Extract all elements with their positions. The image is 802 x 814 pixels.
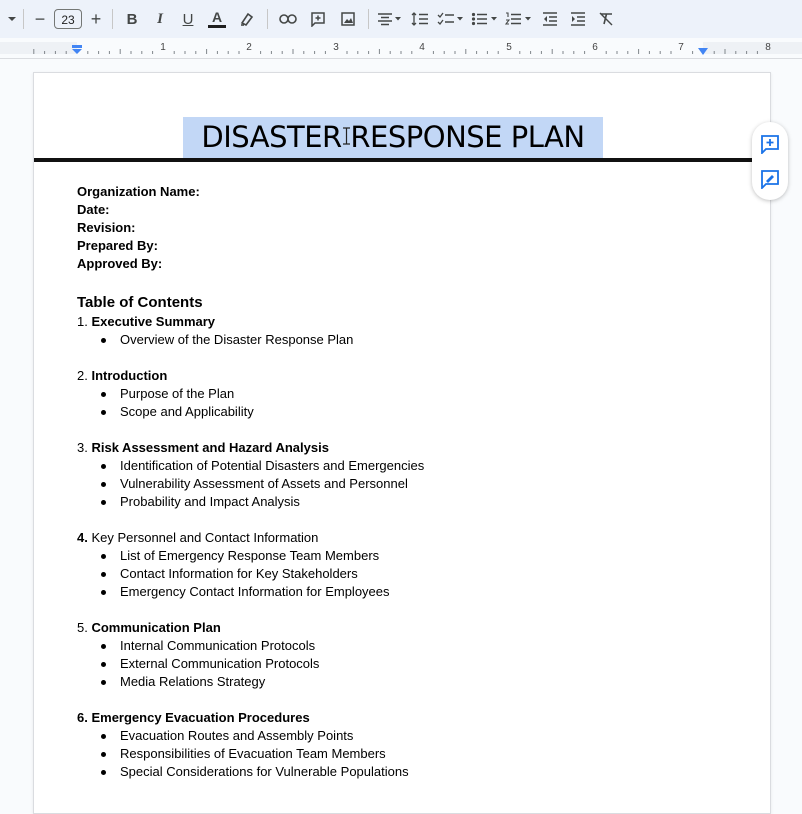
add-comment-icon[interactable]: [760, 134, 780, 154]
add-comment-button[interactable]: [303, 5, 333, 33]
section-item-list: [77, 637, 737, 691]
toolbar-divider: [112, 9, 113, 29]
ruler-number: 3: [333, 42, 339, 53]
numbered-list-icon: [505, 12, 533, 26]
ruler-number: 5: [506, 42, 512, 53]
blank-line: [77, 601, 737, 619]
line-spacing-button[interactable]: [406, 5, 434, 33]
overflow-dropdown-icon[interactable]: [6, 5, 18, 33]
link-icon: [279, 13, 297, 25]
clear-formatting-button[interactable]: [592, 5, 620, 33]
toolbar-divider: [267, 9, 268, 29]
ruler-number: 4: [419, 42, 425, 53]
title-divider: [34, 158, 752, 162]
bulleted-list-icon: [471, 12, 499, 26]
meta-revision: Revision:: [77, 220, 136, 235]
highlight-color-button[interactable]: [232, 5, 262, 33]
list-item: Responsibilities of Evacuation Team Members: [77, 745, 737, 763]
section-title: Executive Summary: [91, 314, 216, 329]
meta-prepared-by: Prepared By:: [77, 238, 158, 253]
section-number: 3.: [77, 440, 88, 455]
section-heading: [77, 313, 737, 331]
text-color-icon: A: [211, 9, 223, 25]
list-item: List of Emergency Response Team Members: [77, 547, 737, 565]
list-item: Contact Information for Key Stakeholders: [77, 565, 737, 583]
decrease-font-size-button[interactable]: −: [34, 8, 46, 29]
insert-link-button[interactable]: [273, 5, 303, 33]
blank-line: [77, 349, 737, 367]
blank-line: [77, 421, 737, 439]
meta-date: Date:: [77, 202, 110, 217]
list-item: Evacuation Routes and Assembly Points: [77, 727, 737, 745]
section-title: Risk Assessment and Hazard Analysis: [91, 440, 329, 455]
section-number: 1.: [77, 314, 88, 329]
clear-formatting-icon: [598, 12, 614, 26]
section-item-list: [77, 457, 737, 511]
increase-indent-button[interactable]: [564, 5, 592, 33]
side-action-panel: [752, 122, 788, 200]
align-center-icon: [377, 12, 403, 26]
bulleted-list-menu-button[interactable]: [468, 5, 502, 33]
decrease-indent-button[interactable]: [536, 5, 564, 33]
section-item-list: [77, 385, 737, 421]
list-item: Vulnerability Assessment of Assets and Personnel: [77, 475, 737, 493]
right-indent-marker-icon[interactable]: [697, 48, 709, 56]
toolbar-divider: [368, 9, 369, 29]
ruler-number: 6: [592, 42, 598, 53]
formatting-toolbar: [0, 0, 802, 38]
meta-approved-by: Approved By:: [77, 256, 163, 271]
align-menu-button[interactable]: [374, 5, 406, 33]
line-spacing-icon: [411, 12, 429, 26]
italic-button[interactable]: I: [157, 10, 163, 27]
document-title[interactable]: DISASTER RESPONSE PLAN: [183, 117, 602, 158]
outdent-icon: [542, 12, 558, 26]
text-color-swatch: [208, 25, 226, 28]
list-item: External Communication Protocols: [77, 655, 737, 673]
section-heading: [77, 439, 737, 457]
title-container: [34, 117, 752, 158]
section-number: 6.: [77, 710, 88, 725]
blank-line: [77, 691, 737, 709]
checklist-icon: [437, 12, 465, 26]
left-indent-marker-icon[interactable]: [71, 45, 83, 55]
font-size-field-wrap: [51, 5, 85, 33]
bold-button[interactable]: B: [126, 10, 138, 28]
section-title: Emergency Evacuation Procedures: [91, 710, 310, 725]
toolbar-divider: [23, 9, 24, 29]
list-item: Special Considerations for Vulnerable Populations: [77, 763, 737, 781]
meta-organization-name: Organization Name:: [77, 184, 200, 199]
ruler-number: 8: [765, 42, 771, 53]
insert-image-button[interactable]: [333, 5, 363, 33]
numbered-list-menu-button[interactable]: [502, 5, 536, 33]
section-heading: [77, 709, 737, 727]
underline-button[interactable]: U: [182, 10, 194, 28]
list-item: Probability and Impact Analysis: [77, 493, 737, 511]
toc-heading: Table of Contents: [77, 294, 203, 311]
section-heading: [77, 619, 737, 637]
highlighter-icon: [239, 11, 255, 27]
list-item: Media Relations Strategy: [77, 673, 737, 691]
indent-icon: [570, 12, 586, 26]
document-body[interactable]: [77, 183, 737, 781]
section-number: 4.: [77, 530, 88, 545]
text-cursor-icon: [343, 127, 350, 145]
section-item-list: [77, 547, 737, 601]
list-item: Purpose of the Plan: [77, 385, 737, 403]
image-icon: [340, 11, 356, 27]
section-title: Key Personnel and Contact Information: [91, 530, 319, 545]
document-page[interactable]: [33, 72, 771, 814]
checklist-menu-button[interactable]: [434, 5, 468, 33]
list-item: Scope and Applicability: [77, 403, 737, 421]
section-item-list: [77, 331, 737, 349]
section-title: Introduction: [91, 368, 168, 383]
section-number: 2.: [77, 368, 88, 383]
horizontal-ruler[interactable]: [0, 38, 802, 59]
section-item-list: [77, 727, 737, 781]
list-item: Emergency Contact Information for Employees: [77, 583, 737, 601]
section-heading: [77, 529, 737, 547]
ruler-number: 7: [678, 42, 684, 53]
section-heading: [77, 367, 737, 385]
list-item: Internal Communication Protocols: [77, 637, 737, 655]
comment-plus-icon: [310, 11, 326, 27]
font-size-input[interactable]: 23: [54, 9, 82, 29]
ruler-number: 1: [160, 42, 166, 53]
section-title: Communication Plan: [91, 620, 221, 635]
ruler-number: 2: [246, 42, 252, 53]
section-number: 5.: [77, 620, 88, 635]
list-item: Identification of Potential Disasters and Emergencies: [77, 457, 737, 475]
suggest-edit-icon[interactable]: [760, 169, 780, 189]
list-item: Overview of the Disaster Response Plan: [77, 331, 737, 349]
blank-line: [77, 511, 737, 529]
text-color-button[interactable]: [202, 5, 232, 33]
increase-font-size-button[interactable]: +: [90, 8, 102, 29]
